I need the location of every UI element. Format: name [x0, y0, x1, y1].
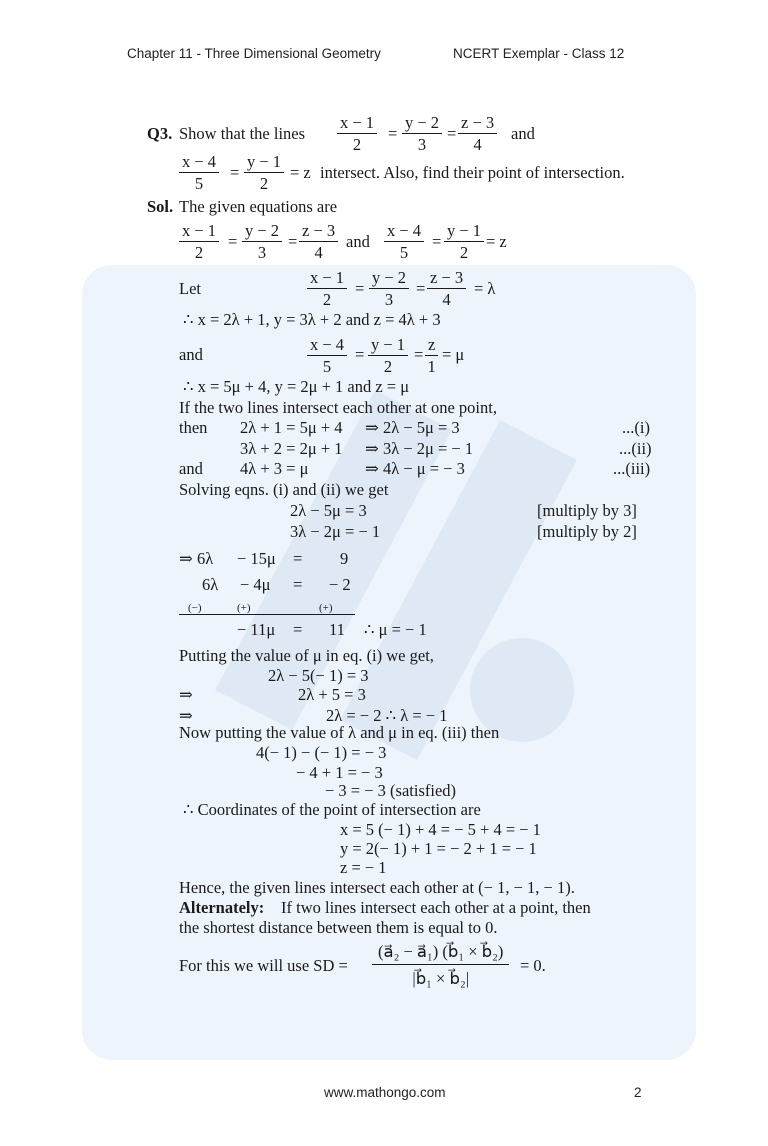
fraction: $\frac{y - 2}{3}$: [242, 221, 282, 262]
equals: =: [388, 124, 398, 143]
text-line: ∴ x = 5μ + 4, y = 2μ + 1 and z = μ: [183, 377, 410, 396]
note: [multiply by 2]: [537, 522, 637, 541]
text-line: and: [346, 232, 370, 251]
equals: =: [447, 124, 457, 143]
question-text: Show that the lines: [179, 124, 306, 143]
equation: ⇒: [179, 706, 193, 725]
text-line: Now putting the value of λ and μ in eq. (iii) then: [179, 723, 500, 742]
equation: y = 2(− 1) + 1 = − 2 + 1 = − 1: [340, 839, 537, 858]
equation: 4λ + 3 = μ: [240, 459, 309, 478]
fraction: $\frac{z}{1}$: [425, 335, 438, 376]
equation: =: [293, 575, 303, 594]
equation: =: [293, 549, 303, 568]
question-label: Q3.: [147, 124, 173, 143]
fraction: $\frac{x - 1}{2}$: [337, 113, 377, 154]
equation: 2λ + 1 = 5μ + 4: [240, 418, 343, 437]
sign-label: (−): [188, 602, 202, 614]
equation: ⇒ 2λ − 5μ = 3: [365, 418, 460, 437]
equation: 3λ + 2 = 2μ + 1: [240, 439, 343, 458]
equation: − 4μ: [240, 575, 271, 594]
footer-url[interactable]: www.mathongo.com: [324, 1085, 446, 1100]
sd-fraction: $\frac{\text{(a⃗₂ − a⃗₁) (b⃗₁ × b⃗₂)}}{\text{|b⃗₁ × b⃗₂|}}$: [372, 942, 509, 988]
equals: =: [416, 279, 426, 298]
equation: 4(− 1) − (− 1) = − 3: [256, 743, 387, 762]
chapter-title: Chapter 11 - Three Dimensional Geometry: [127, 46, 381, 61]
fraction: $\frac{y - 1}{2}$: [368, 335, 408, 376]
equation: 2λ = − 2 ∴ λ = − 1: [326, 706, 448, 725]
text-line: ∴ x = 2λ + 1, y = 3λ + 2 and z = 4λ + 3: [183, 310, 441, 329]
fraction: $\frac{y - 2}{3}$: [402, 113, 442, 154]
sign-label: (+): [237, 602, 251, 614]
equals: =: [414, 345, 424, 364]
equals: =: [355, 279, 365, 298]
equals: =: [355, 345, 365, 364]
equals: = μ: [442, 345, 465, 364]
fraction: $\frac{y - 2}{3}$: [369, 268, 409, 309]
equation: 2λ − 5(− 1) = 3: [268, 666, 369, 685]
fraction: $\frac{x - 1}{2}$: [179, 221, 219, 262]
text-line: If the two lines intersect each other at one point,: [179, 398, 497, 417]
equation: 3λ − 2μ = − 1: [290, 522, 381, 541]
equals: = z: [486, 232, 507, 251]
text-line: Solving eqns. (i) and (ii) we get: [179, 480, 389, 499]
equation: =: [293, 620, 303, 639]
equals: = z: [290, 163, 311, 182]
fraction: $\frac{x - 4}{5}$: [384, 221, 424, 262]
equals: =: [432, 232, 442, 251]
text-line: Putting the value of μ in eq. (i) we get,: [179, 646, 434, 665]
page-number: 2: [634, 1085, 642, 1100]
question-text: intersect. Also, find their point of intersection.: [320, 163, 625, 182]
equation: ⇒ 6λ: [179, 549, 214, 568]
equation: − 4 + 1 = − 3: [296, 763, 383, 782]
equation: 6λ: [202, 575, 219, 594]
equation: − 3 = − 3 (satisfied): [325, 781, 457, 800]
fraction: $\frac{z - 3}{4}$: [458, 113, 497, 154]
fraction: $\frac{x - 1}{2}$: [307, 268, 347, 309]
text-line: then: [179, 418, 208, 437]
text-line: Hence, the given lines intersect each other at (− 1, − 1, − 1).: [179, 878, 575, 897]
fraction: $\frac{y - 1}{2}$: [444, 221, 484, 262]
text-line: If two lines intersect each other at a point, then: [281, 898, 591, 917]
equation: 2λ − 5μ = 3: [290, 501, 367, 520]
divider: [179, 614, 355, 615]
question-text: and: [511, 124, 535, 143]
equals: =: [230, 163, 240, 182]
equals: =: [228, 232, 238, 251]
text-line: and: [179, 345, 203, 364]
solution-label: Sol.: [147, 197, 174, 216]
equation: ⇒ 4λ − μ = − 3: [365, 459, 465, 478]
equation: ∴ μ = − 1: [364, 620, 427, 639]
equation: − 11μ: [237, 620, 276, 639]
equation: 11: [329, 620, 345, 639]
equals: =: [288, 232, 298, 251]
fraction: $\frac{y - 1}{2}$: [244, 152, 284, 193]
text-line: and: [179, 459, 203, 478]
equation: 2λ + 5 = 3: [298, 685, 366, 704]
equation-tag: ...(i): [622, 418, 650, 437]
equation: z = − 1: [340, 858, 387, 877]
text-line: The given equations are: [179, 197, 338, 216]
text-line: = 0.: [520, 956, 546, 975]
book-title: NCERT Exemplar - Class 12: [453, 46, 625, 61]
text-line: ∴ Coordinates of the point of intersection are: [183, 800, 481, 819]
equation: − 15μ: [237, 549, 276, 568]
sign-label: (+): [319, 602, 333, 614]
equation-tag: ...(iii): [613, 459, 651, 478]
fraction: $\frac{z - 3}{4}$: [299, 221, 338, 262]
equation-tag: ...(ii): [619, 439, 652, 458]
equation: ⇒ 3λ − 2μ = − 1: [365, 439, 474, 458]
equation: 9: [340, 549, 349, 568]
alternate-label: Alternately:: [179, 898, 265, 917]
text-line: For this we will use SD =: [179, 956, 348, 975]
fraction: $\frac{z - 3}{4}$: [427, 268, 466, 309]
fraction: $\frac{x - 4}{5}$: [179, 152, 219, 193]
text-line: Let: [179, 279, 201, 298]
equation: ⇒: [179, 685, 193, 704]
equation: − 2: [329, 575, 351, 594]
fraction: $\frac{x - 4}{5}$: [307, 335, 347, 376]
equals: = λ: [474, 279, 496, 298]
equation: x = 5 (− 1) + 4 = − 5 + 4 = − 1: [340, 820, 541, 839]
text-line: the shortest distance between them is equal to 0.: [179, 918, 498, 937]
note: [multiply by 3]: [537, 501, 637, 520]
